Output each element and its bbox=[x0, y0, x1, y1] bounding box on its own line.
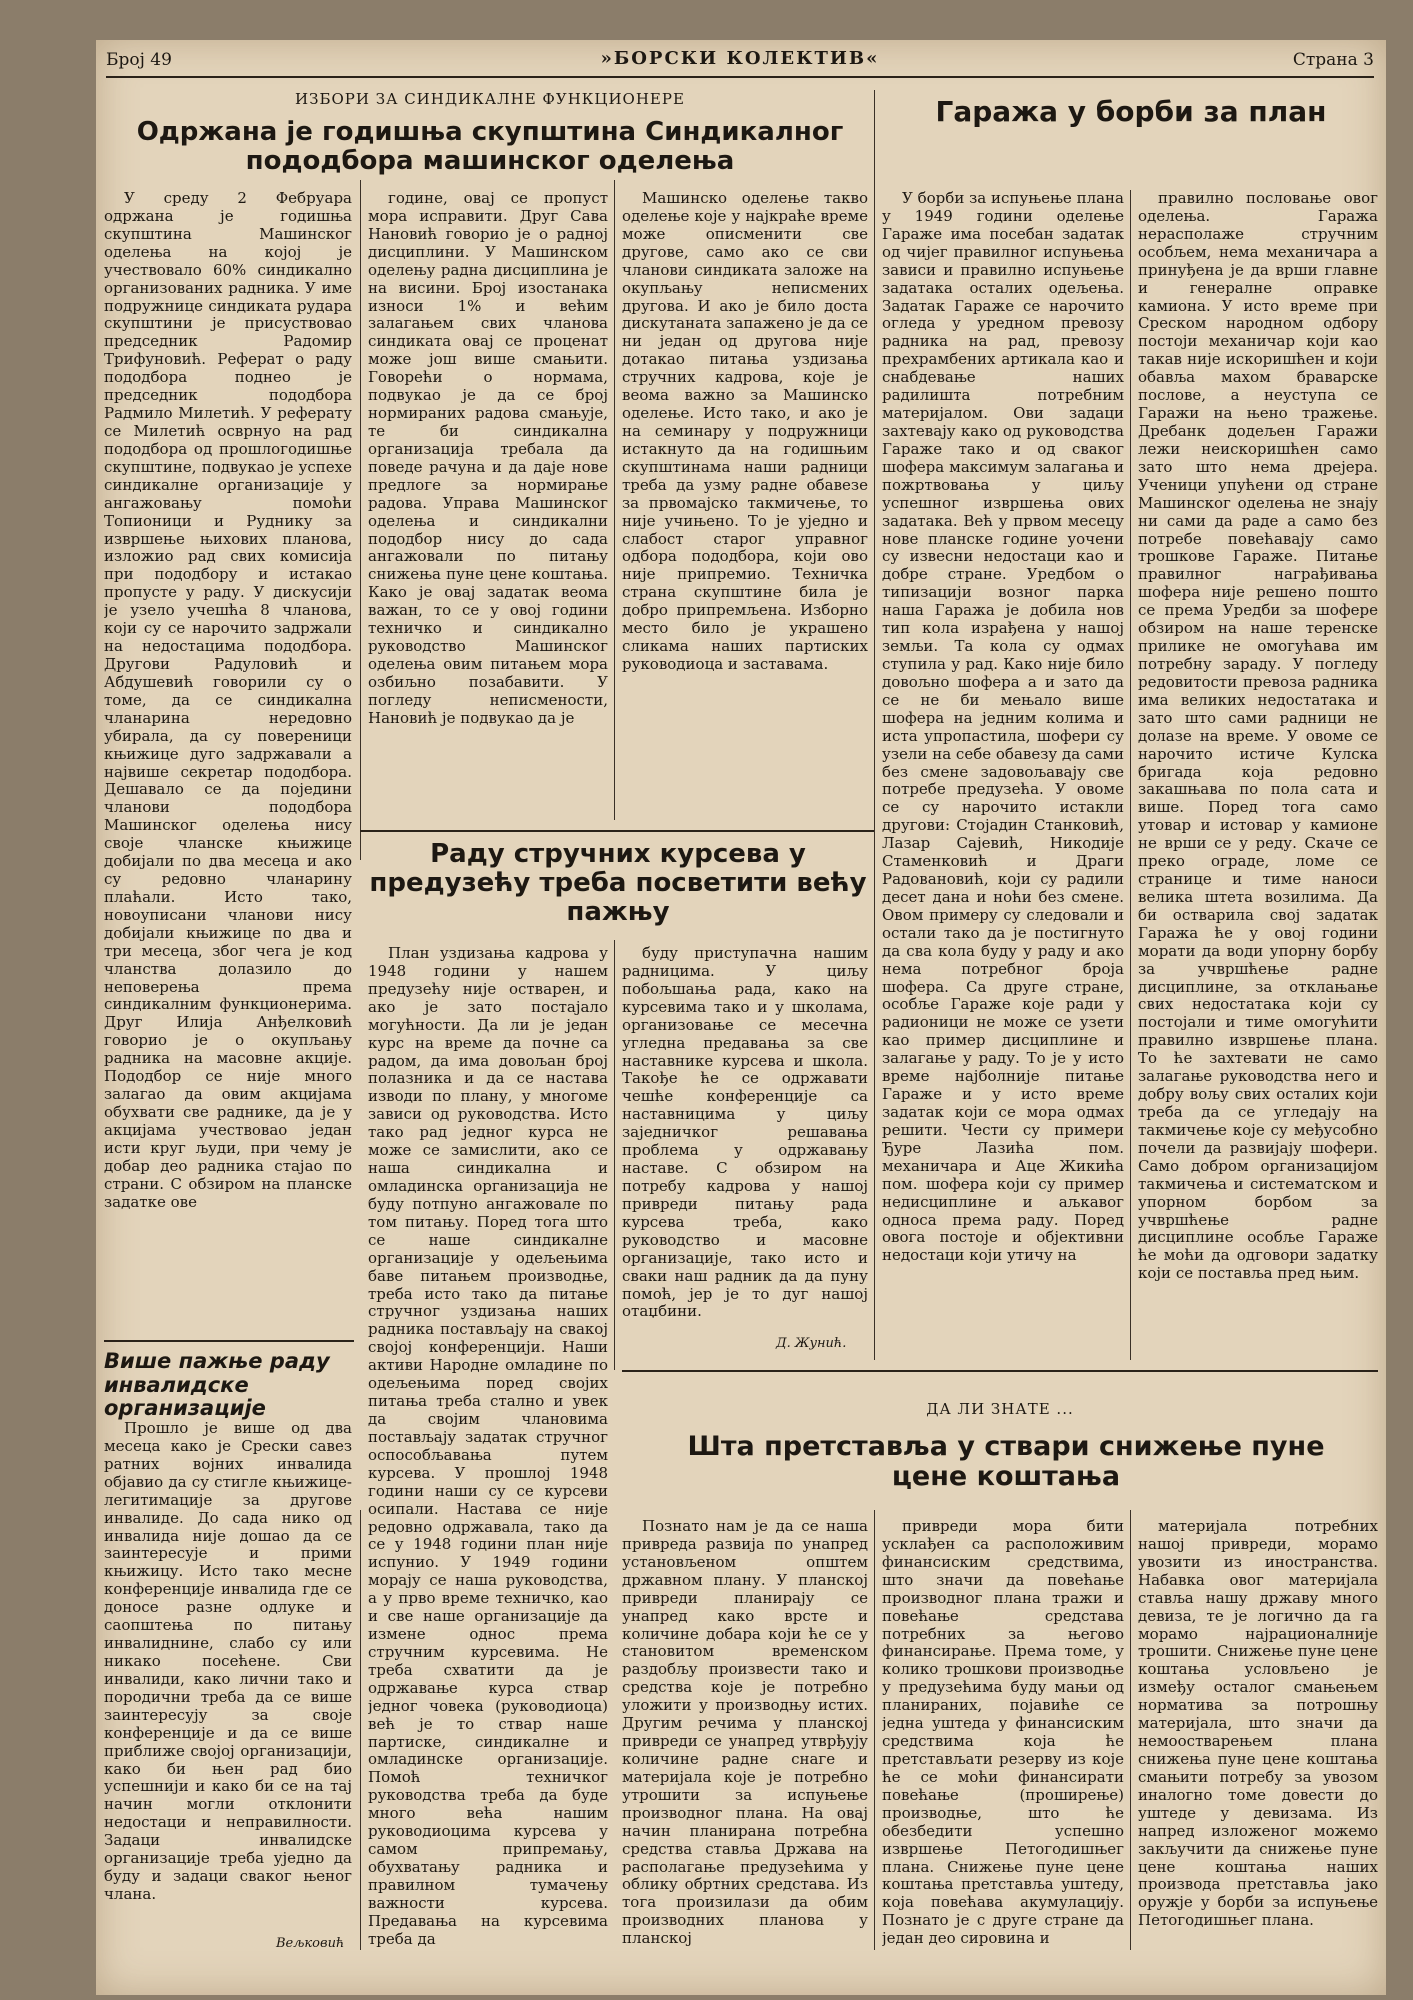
article4-text: Прошло је више од два месеца како је Срески савез ратних војних инвалида објавио да су стигле књижице-легитимације за другове инвалиде. До сада нико од инвалида није дошао да се заинтересује и прими књижицу. Исто тако месне конференције инвалида где се доносе разне одлуке и саопштења по питању инвалиднине, слабо су или никако посећене. Сви инвалиди, како лични тако и породични треба да се више заинтересују за своје конференције и да се више приближе својој организацији, како би њен рад био успешнији и како би се на тај начин могли отклонити недостаци и неправилности. Задаци инвалидске организације треба уједно да буду и задаци сваког њеног члана. bbox=[104, 1420, 352, 1903]
article1-headline: Одржана је годишња скупштина Синдикалног пододбора машинског оделења bbox=[136, 117, 844, 177]
article4-top-rule bbox=[104, 1340, 354, 1342]
newspaper-page bbox=[96, 40, 1386, 1995]
article5-headline: Шта претставља у ствари снижење пуне цене коштања bbox=[687, 1431, 1325, 1493]
page-number: Страна 3 bbox=[1292, 50, 1374, 70]
column-rule bbox=[874, 90, 875, 1360]
column-rule bbox=[614, 940, 615, 1370]
article4-column bbox=[104, 1420, 352, 1930]
article5-column-3 bbox=[1138, 1518, 1378, 1953]
article1-kicker: ИЗБОРИ ЗА СИНДИКАЛНЕ ФУНКЦИОНЕРЕ bbox=[295, 90, 685, 108]
article5-kicker: ДА ЛИ ЗНАТЕ ... bbox=[926, 1400, 1074, 1418]
article5-text-2: привреди мора бити усклађен са расположивим финансиским средствима, што значи да повећање производног плана тражи и повећање средстава потребних за његово финансирање. Према томе, у колико трошкови производње у предузећима буду мањи од планираних, појавиће се једна уштеда у финансиским средствима која ће претстављати резерву из које ће се моћи финансирати повећање (проширење) производње, што ће обезбедити успешно извршење Петогодишњег плана. Снижење пуне цене коштања претставља уштеду, која повећава акумулацију. Познато је с друге стране да један део сировина и bbox=[882, 1518, 1124, 1948]
article4-signature: Вељковић bbox=[276, 1936, 345, 1951]
article3-signature: Д. Жунић. bbox=[776, 1336, 847, 1351]
article5-column-2 bbox=[882, 1518, 1124, 1953]
article3-column-2 bbox=[622, 945, 868, 1325]
column-rule bbox=[360, 180, 361, 860]
article3-column-1 bbox=[368, 945, 608, 1955]
article1-column-2 bbox=[368, 190, 608, 830]
column-rule bbox=[874, 1510, 875, 1950]
article5-column-1 bbox=[622, 1518, 868, 1953]
column-rule bbox=[1130, 1510, 1131, 1950]
article2-headline: Гаража у борби за план bbox=[935, 95, 1327, 128]
issue-number: Број 49 bbox=[106, 50, 172, 70]
article1-text-1: У среду 2 Фебруара одржана је годишња скупштина Машинског оделења на којој је учествовало 60% синдикално организованих радника. У име подружнице синдиката рудара скупштини је присуствовао председник Радомир Трифуновић. Реферат о раду пододбора поднео је председник пододбора Радмило Милетић. У реферату се Милетић осврнуо на рад пододбора од прошлогодишње скупштине, подвукао је успехе синдикалне организације у ангажовању помоћи Топионици и Руднику за извршење њихових планова, изложио рад свих комисија при пододбору и истакао пропусте у раду. У дискусији је узело учешћа 8 чланова, који су се нарочито задржали на недостацима пододбора. Другови Радуловић и Абдушевић говорили су о томе, да се синдикална чланарина нередовно убирала, да су повереници књижице дуго задржавали а највише секретар пододбора. Дешавало се да поједини чланови пододбора Машинског оделења нису своје чланске књижице добијали по два месеца и ако су редовно чланарину плаћали. Исто тако, новоуписани чланови нису добијали књижице по два и три месеца, због чега је код чланства долазило до неповерења према синдикалним функционерима. Друг Илија Анђелковић говорио је о окупљању радника на масовне акције. Пододбор се није много залагао да овим акцијама обухвати све раднике, да је у акцијама учествовао један исти круг људи, при чему је добар део радника стајао по страни. С обзиром на планске задатке ове bbox=[104, 190, 352, 1211]
article2-text-1: У борби за испуњење плана у 1949 години оделење Гараже има посебан задатак од чијег правилног испуњења зависи и правилно испуњење задатака осталих одељења. Задатак Гараже се нарочито огледа у уредном превозу радника на рад, превозу прехрамбених артикала као и снабдевање наших радилишта потребним материјалом. Ови задаци захтевају како од руководства Гараже тако и од сваког шофера максимум залагања и пожртвовања у циљу успешног извршења ових задатака. Већ у првом месецу нове планске године уочени су извесни недостаци као и добре стране. Уредбом о типизацији возног парка наша Гаража је добила нов тип кола израђена у нашој земљи. Та кола су одмах ступила у рад. Како није било довољно шофера а и зато да се не би мењало више шофера на једним колима и иста упропастила, шофери су узели на себе обавезу да сами без смене задовољавају све потребе предузећа. У овоме се су нарочито истакли другови: Стојадин Станковић, Лазар Сајевић, Никодије Стаменковић и Драги Радовановић, који су радили десет дана и ноћи без смене. Овом примеру су следовали и остали тако да је постигнуто да сва кола буду у раду и ако нема потребног броја шофера. Са друге стране, особље Гараже које ради у радионици не може се узети као пример дисциплине и залагање у раду. То је у исто време најболније питање Гараже и у исто време задатак који се мора одмах решити. Чести су примери Ђуре Лазића пом. механичара и Аце Жикића пом. шофера који су пример недисциплине и аљкавог односа према раду. Поред овога постоје и објективни недостаци који утичу на bbox=[882, 190, 1124, 1265]
article4-headline: Више пажње раду инвалидске организације bbox=[104, 1349, 330, 1421]
article3-text-1: План уздизања кадрова у 1948 години у нашем предузећу није остварен, и ако је зато постајало могућности. Да ли је један курс на време да почне са радом, да има довољан број полазника и да се настава изводи по плану, у многоме зависи од руководства. Исто тако рад једног курса не може се замислити, ако се наша синдикална и омладинска организација не буду потпуно ангажовале по том питању. Поред тога што се наше синдикалне организације у одељењима баве питањем производње, треба исто тако да питање стручног уздизања наших радника постављају на свакој својој конференцији. Наши активи Народне омладине по одељењима поред својих питања треба стално и увек да својим члановима постављају задатак стручног оспособљавања путем курсева. У прошлој 1948 години наши су се курсеви осипали. Настава се није редовно одржавала, тако да се у 1948 години план није испунио. У 1949 години морају се наша руководства, а у прво време техничко, као и све наше организације да измене однос према стручним курсевима. Не треба схватити да је одржавање курса ствар једног човека (руководиоца) већ је то ствар наше партиске, синдикалне и омладинске организације. Помоћ техничког руководства треба да буде много већа нашим руководиоцима курсева у самом припремању, обухватању радника и правилном тумачењу важности курсева. Предавања на курсевима треба да bbox=[368, 945, 608, 1948]
article2-text-2: правилно пословање овог оделења. Гаража нерасполаже стручним особљем, нема механичара а принуђена је да врши главне и генералне оправке камиона. У исто време при Среском народном одбору постоји механичар који као такав није искоришћен и који обавља махом браварске послове, а неуступа се Гаражи на њено тражење. Дребанк додељен Гаражи лежи неискоришћен само зато што нема дрејера. Ученици упућени од стране Машинског оделења не знају ни сами да раде а само без потребе повећавају само трошкове Гараже. Питање правилног награђивања шофера није решено пошто се према Уредби за шофере обзиром на наше теренске прилике не омогућава им потребну зараду. У погледу редовитости превоза радника има великих недостатака и зато што сами радници не долазе на време. У овоме се нарочито истиче Кулска бригада која редовно закашњава по пола сата и више. Поред тога само утовар и истовар у камионе не врши се у реду. Скаче се преко ограде, ломе се странице и тиме наноси велика штета возилима. Да би остварила свој задатак Гаража ће у овој години морати да води упорну борбу за учвршћење радне дисциплине, за отклањање свих недостатака који су постојали и тиме омогућити правилно извршење плана. То ће захтевати не само залагање руководства него и добру вољу свих осталих који треба да се угледају на такмичење које су међусобно почели да развијају шофери. Само добром организацијом такмичења и систематском и упорном борбом за учвршћење радне дисциплине особље Гараже ће моћи да одговори задатку који се поставља пред њим. bbox=[1138, 190, 1378, 1283]
article1-column-1 bbox=[104, 190, 352, 1340]
article1-column-3 bbox=[622, 190, 868, 830]
article2-column-1 bbox=[882, 190, 1124, 1360]
column-rule bbox=[360, 1510, 361, 1950]
article5-top-rule bbox=[622, 1370, 1378, 1372]
column-rule bbox=[1130, 190, 1131, 1360]
article1-text-2: године, овај се пропуст мора исправити. Друг Сава Нановић говорио је о радној дисциплини. У Машинском оделењу радна дисциплина је на висини. Број изостанака износи 1% и већим залагањем свих чланова синдиката овај се проценат може још више смањити. Говорећи о нормама, подвукао је да се број нормираних радова смањује, те би синдикална организација требала да поведе рачуна и да даје нове предлоге за нормирање радова. Управа Машинског оделења и синдикални пододбор нису до сада ангажовали по питању снижења пуне цене коштања. Како је овај задатак веома важан, то се у овој години техничко и синдикално руководство Машинског оделења овим питањем мора озбиљно позабавити. У погледу неписмености, Нановић је подвукао да је bbox=[368, 190, 608, 727]
masthead-title: »БОРСКИ КОЛЕКТИВ« bbox=[600, 48, 880, 69]
column-rule bbox=[614, 180, 615, 820]
article3-text-2: буду приступачна нашим радницима. У циљу побољшања рада, како на курсевима тако и у школама, организовање се месечна угледна предавања за све наставнике курсева и школа. Такође ће се одржавати чешће конференције са наставницима у циљу заједничког решавања проблема у одржавању наставе. С обзиром на потребу кадрова у нашој привреди питању рада курсева треба, како руководство и масовне организације, тако исто и сваки наш радник да да пуну помоћ, јер је то дуг нашој отаџбини. bbox=[622, 945, 868, 1321]
article1-text-3: Машинско оделење такво оделење које у најкраће време може описменити све другове, само ако се сви чланови синдиката заложе на окупљању неписмених другова. И ако је било доста дискутаната запажено је да се ни један од другова није дотакао питања уздизања стручних кадрова, које је веома важно за Машинско оделење. Исто тако, и ако је на семинару у подружници истакнуто да на годишњим скупштинама наши радници треба да узму радне обавезе за првомајско такмичење, то није учињено. То је уједно и слабост старог управног одбора пододбора, који ово није припремио. Техничка страна скупштине била је добро припремљена. Изборно место било је украшено сликама наших партиских руководиоца и заставама. bbox=[622, 190, 868, 673]
article3-top-rule bbox=[360, 830, 874, 832]
article5-text-1: Познато нам је да се наша привреда развија по унапред установљеном општем државном плану. У планској привреди планирају се унапред како врсте и количине добара који ће се у становитом временском раздобљу произвести тако и средства које је потребно уложити у производњу истих. Другим речима у планској привреди се унапред утврђују количине радне снаге и материјала које је потребно утрошити за испуњење производног плана. На овај начин планирана потребна средства ставља Држава на располагање предузећима у облику обртних средстава. Из тога произилази да обим производних планова у планској bbox=[622, 1518, 868, 1948]
page-header bbox=[106, 46, 1374, 78]
article3-headline: Раду стручних курсева у предузећу треба посветити већу пажњу bbox=[369, 839, 867, 928]
article5-text-3: материјала потребних нашој привреди, морамо увозити из иностранства. Набавка овог материјала ставља нашу државу много девиза, те је логично да га морамо најрационалније трошити. Снижење пуне цене коштања условљено је између осталог смањењем норматива за потрошњу материјала, што значи да немоостварењем плана снижења пуне цене коштања смањити потребу за увозом иналогно томе довести до уштеде у девизама. Из напред изложеног можемо закључити да снижење пуне цене коштања наших производа претставља јако оружје у борби за испуњење Петогодишњег плана. bbox=[1138, 1518, 1378, 1930]
article2-column-2 bbox=[1138, 190, 1378, 1360]
